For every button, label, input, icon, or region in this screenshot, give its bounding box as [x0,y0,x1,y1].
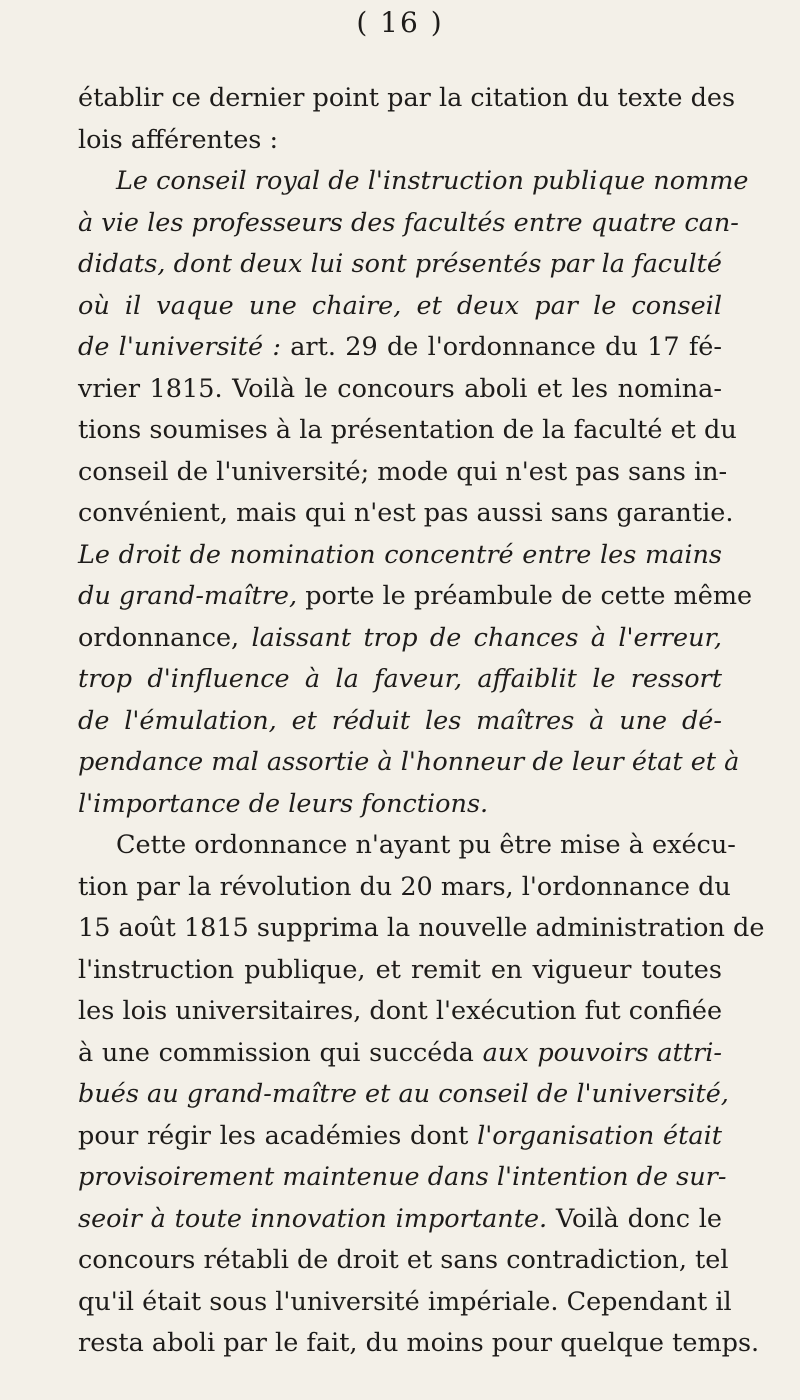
text-segment: Cette ordonnance n'ayant pu être mise à exécu- [116,830,736,860]
italic-text-segment: l'importance de leurs fonctions. [78,788,489,819]
text-line [78,786,722,822]
text-line [78,620,722,656]
text-segment: conseil de l'université; mode qui n'est pas sans in- [78,456,728,487]
text-segment: à une commission qui succéda [78,1037,483,1068]
text-line [78,869,731,905]
text-line [78,1035,722,1071]
text-segment: 15 août 1815 supprima la nouvelle administration de [78,913,765,943]
text-line [78,288,722,324]
text-line [116,163,749,199]
text-segment: lois afférentes : [78,124,279,155]
text-line [78,1201,722,1237]
page-number: ( 16 ) [356,6,444,39]
text-segment: Voilà donc le [547,1203,722,1234]
text-line [116,827,736,863]
italic-text-segment: didats, dont deux lui sont présentés par la faculté [78,249,722,279]
text-segment: établir ce dernier point par la citation du texte des [78,83,736,113]
italic-text-segment: seoir à toute innovation importante. [78,1203,548,1234]
text-line [78,993,722,1029]
text-segment: art. 29 de l'ordonnance du 17 fé- [280,332,722,362]
text-line [78,122,722,158]
italic-text-segment: l'organisation était [477,1120,722,1151]
text-line [78,454,728,490]
text-segment: l'instruction publique, et remit en vigueur toutes [78,954,722,985]
text-segment: vrier 1815. Voilà le concours aboli et les nomina- [78,373,722,404]
text-line [78,1325,760,1361]
text-line [78,1242,729,1278]
text-segment: ordonnance, [78,622,252,653]
text-line [78,703,722,739]
italic-text-segment: provisoirement maintenue dans l'intention de sur- [78,1162,727,1192]
text-segment: concours rétabli de droit et sans contradiction, tel [78,1245,729,1275]
italic-text-segment: de l'émulation, et réduit les maîtres à une dé- [78,705,722,736]
text-line [78,246,722,282]
italic-text-segment: pendance mal assortie à l'honneur de leur état et à [78,747,740,777]
text-line [78,1076,729,1112]
text-line [78,1159,727,1195]
text-line [78,371,722,407]
italic-text-segment: laissant trop de chances à l'erreur, [251,622,722,653]
text-segment: tion par la révolution du 20 mars, l'ordonnance du [78,871,731,902]
text-line [78,578,753,614]
text-segment: tions soumises à la présentation de la faculté et du [78,415,737,445]
italic-text-segment: bués au grand-maître et au conseil de l'université, [78,1079,729,1109]
text-segment: porte le préambule de cette même [297,581,753,611]
text-line [78,952,722,988]
italic-text-segment: où il vaque une chaire, et deux par le conseil [78,290,722,321]
text-line [78,537,722,573]
text-line [78,744,740,780]
text-line [78,661,722,697]
italic-text-segment: Le droit de nomination concentré entre les mains [78,539,722,570]
text-segment: pour régir les académies dont [78,1120,478,1151]
italic-text-segment: à vie les professeurs des facultés entre quatre can- [78,207,739,238]
text-line [78,80,736,116]
text-line [78,1284,732,1320]
italic-text-segment: aux pouvoirs attri- [482,1037,722,1068]
italic-text-segment: du grand-maître, [78,581,298,611]
italic-text-segment: Le conseil royal de l'instruction publique nomme [116,166,749,196]
text-segment: qu'il était sous l'université impériale. Cependant il [78,1286,732,1317]
italic-text-segment: trop d'influence à la faveur, affaiblit le ressort [78,664,722,694]
text-line [78,1118,722,1154]
text-line [78,910,765,946]
text-line [78,205,739,241]
text-line [78,495,734,531]
text-segment: resta aboli par le fait, du moins pour quelque temps. [78,1328,760,1358]
italic-text-segment: de l'université : [78,332,281,362]
text-line [78,412,737,448]
text-line [78,329,722,365]
text-segment: les lois universitaires, dont l'exécution fut confiée [78,996,723,1026]
text-segment: convénient, mais qui n'est pas aussi sans garantie. [78,498,734,528]
